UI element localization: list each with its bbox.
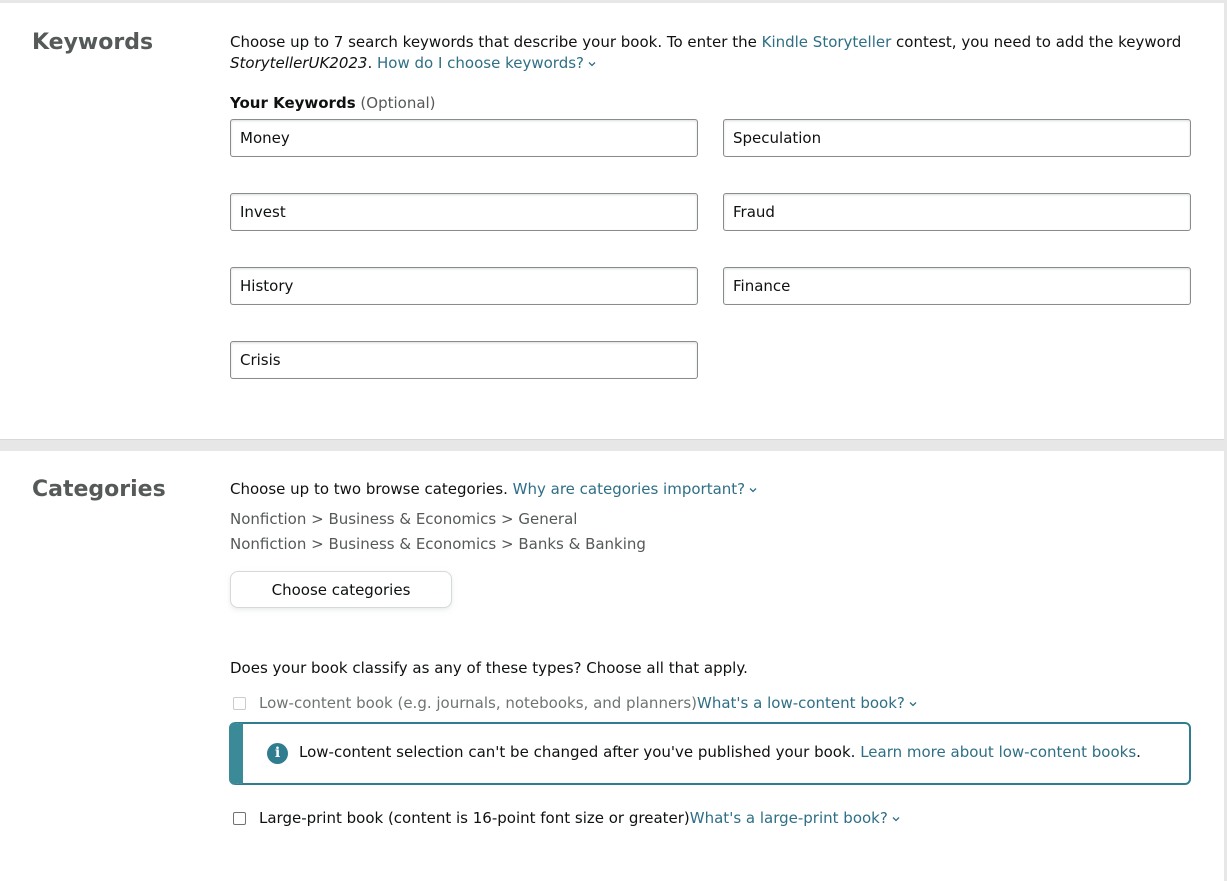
selected-category-2: Nonfiction > Business & Economics > Banks & Banking [230,535,646,553]
info-icon: i [267,743,288,764]
top-border [0,0,1227,3]
keywords-intro-text-1: Choose up to 7 search keywords that describe your book. To enter the [230,33,762,51]
categories-title: Categories [32,477,166,502]
selected-category-1: Nonfiction > Business & Economics > General [230,510,578,528]
large-print-help-link[interactable] [690,809,901,827]
keywords-title: Keywords [32,30,154,55]
your-keywords-label-text: Your Keywords [230,94,356,112]
optional-label: (Optional) [360,94,436,112]
keyword-input-1[interactable] [230,119,698,157]
keywords-intro [230,32,1190,74]
low-content-info-alert [229,722,1191,785]
keyword-input-6[interactable] [723,267,1191,305]
learn-more-low-content-link[interactable]: Learn more about low-content books [860,743,1137,761]
book-types-question: Does your book classify as any of these types? Choose all that apply. [230,659,748,677]
kindle-storyteller-link[interactable]: Kindle Storyteller [761,33,892,51]
low-content-checkbox[interactable] [233,697,246,710]
contest-keyword: StorytellerUK2023 [230,54,368,72]
choose-keywords-help-link[interactable] [377,54,597,72]
large-print-checkbox[interactable] [233,812,246,825]
chevron-down-icon [891,814,901,824]
low-content-label: Low-content book (e.g. journals, notebooks, and planners) [259,694,698,712]
chevron-down-icon [908,699,918,709]
info-message-text: Low-content selection can't be changed after you've published your book. [299,743,861,761]
keyword-input-5[interactable] [230,267,698,305]
choose-keywords-help-label: How do I choose keywords? [377,54,584,72]
low-content-help-link[interactable] [697,694,918,712]
chevron-down-icon [587,59,597,69]
choose-categories-button[interactable]: Choose categories [230,571,452,608]
section-divider [0,439,1224,451]
info-message [299,743,1141,761]
large-print-row [233,809,901,827]
categories-intro [230,480,758,498]
low-content-help-label: What's a low-content book? [697,694,905,712]
your-keywords-label [230,94,436,112]
large-print-label: Large-print book (content is 16-point font size or greater) [259,809,690,827]
keywords-intro-text-2: contest, you need to add the keyword [891,33,1182,51]
categories-intro-text: Choose up to two browse categories. [230,480,513,498]
categories-help-link[interactable] [513,480,758,498]
keyword-input-2[interactable] [723,119,1191,157]
info-period: . [1136,743,1141,761]
keyword-input-4[interactable] [723,193,1191,231]
keywords-intro-text-3: . [367,54,378,72]
categories-help-label: Why are categories important? [512,480,746,498]
chevron-down-icon [748,485,758,495]
keyword-input-7[interactable] [230,341,698,379]
low-content-row [233,694,918,712]
keyword-input-3[interactable] [230,193,698,231]
large-print-help-label: What's a large-print book? [689,809,888,827]
